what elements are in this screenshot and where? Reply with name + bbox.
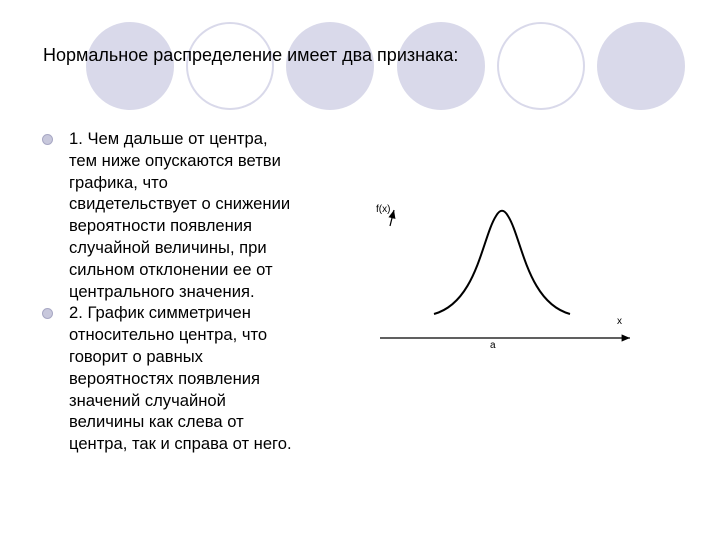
bullet-icon xyxy=(42,308,53,319)
decorative-ring xyxy=(497,22,585,110)
bullet-line: центра, так и справа от него. xyxy=(69,434,292,454)
x-axis-label: x xyxy=(617,316,622,327)
y-axis-arrow xyxy=(390,210,394,226)
bullet-line: центрального значения. xyxy=(69,281,255,301)
bullet-line: говорит о равных xyxy=(69,346,203,366)
bullet-line: свидетельствует о снижении xyxy=(69,194,291,214)
bullet-item-1 xyxy=(42,128,362,302)
decorative-circle xyxy=(597,22,685,110)
bullet-line: случайной величины, при xyxy=(69,237,267,257)
bullet-line: вероятности появления xyxy=(69,216,253,236)
bullet-line: графика, что xyxy=(69,172,168,192)
bullet-line: тем ниже опускаются ветви xyxy=(69,150,281,170)
center-label: a xyxy=(490,340,496,351)
bullet-line: значений случайной xyxy=(69,390,226,410)
bullet-list xyxy=(42,128,362,455)
y-axis-label: f(x) xyxy=(376,204,391,215)
normal-distribution-graph xyxy=(372,196,642,356)
bullet-line: сильном отклонении ее от xyxy=(69,259,273,279)
bullet-line: относительно центра, что xyxy=(69,325,268,345)
bullet-line: 1. Чем дальше от центра, xyxy=(69,129,268,148)
bullet-line: вероятностях появления xyxy=(69,368,261,388)
slide-title: Нормальное распределение имеет два признака: xyxy=(43,45,459,65)
bullet-item-2 xyxy=(42,302,362,455)
bullet-line: 2. График симметричен xyxy=(69,303,251,323)
bullet-icon xyxy=(42,134,53,145)
bell-curve xyxy=(434,211,570,314)
bullet-line: величины как слева от xyxy=(69,412,244,432)
